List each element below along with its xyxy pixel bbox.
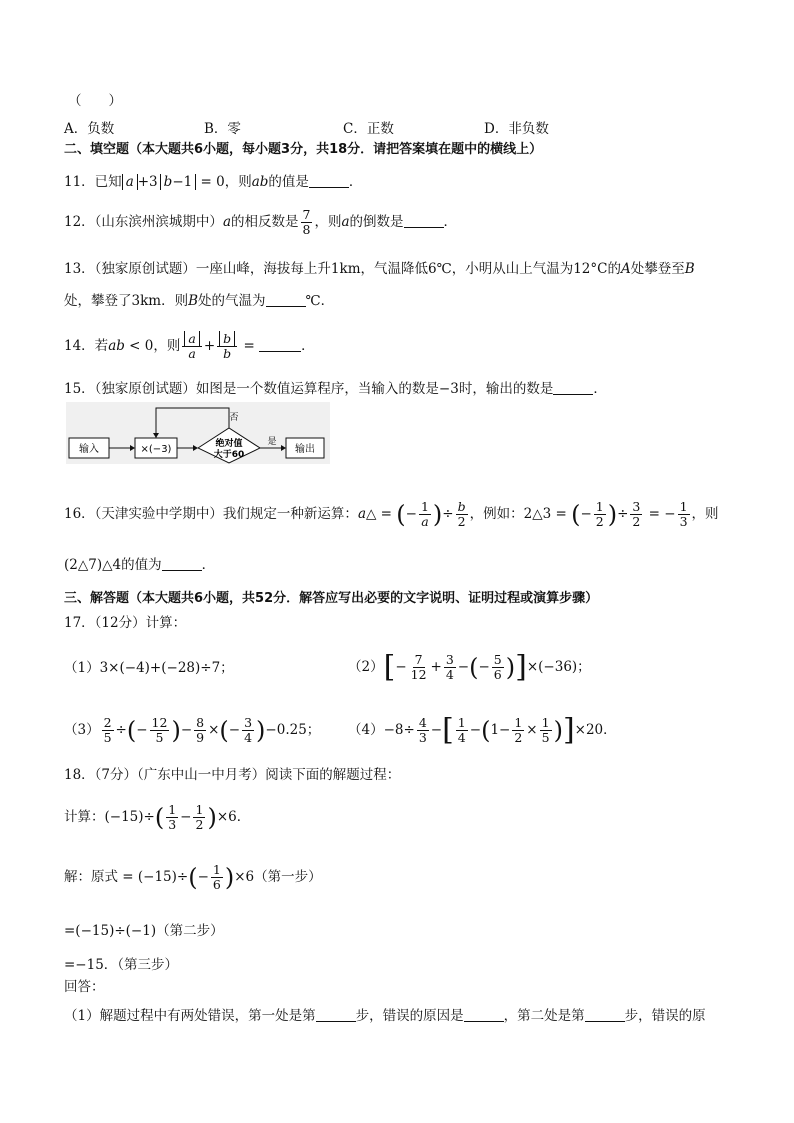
arrow-1-head bbox=[130, 445, 135, 451]
question-18-solution: 解：原式 = (−15)÷(− $\frac{1}{6}$ )×6（第一步） bbox=[64, 862, 322, 892]
question-11: 11．已知 a +3 b−1 = 0，则ab的值是 ． bbox=[64, 174, 363, 190]
question-18-q1: （1）解题过程中有两处错误，第一处是第 步，错误的原因是 ，第二处是第 步，错误的原 bbox=[64, 1008, 706, 1024]
question-17-part4: （4）−8÷ $\frac{4}{3}$ −[ $\frac{1}{4}$ −(1− $\frac{1}{2}$ × $\frac{1}{5}$ )]×20． bbox=[348, 712, 617, 748]
question-13-line1: 13．（独家原创试题）一座山峰，海拔每上升1km，气温降低6℃，小明从山上气温为12°C的A处攀登至B bbox=[64, 261, 695, 277]
question-17-part2: （2）[− $\frac{7}{12}$ + $\frac{3}{4}$ −(− $\frac{5}{6}$ )]×(−36)； bbox=[348, 649, 591, 685]
question-12: 12．（山东滨州滨城期中）a的相反数是 $\frac{7}{8}$ ，则a的倒数是 ． bbox=[64, 207, 458, 237]
arrow-no-head bbox=[153, 433, 159, 438]
flowchart bbox=[66, 402, 330, 464]
option-c: C．正数 bbox=[343, 121, 394, 137]
flow-yes-label: 是 bbox=[267, 437, 277, 447]
flow-input-label: 输入 bbox=[79, 444, 99, 455]
question-18-step3: =−15．（第三步） bbox=[64, 957, 179, 973]
flow-mult-label: ×(−3) bbox=[140, 444, 172, 455]
section3-heading: 三、解答题（本大题共6小题，共52分．解答应写出必要的文字说明、证明过程或演算步骤） bbox=[64, 591, 599, 606]
flow-cond-label-2: 大于60 bbox=[213, 450, 245, 460]
question-14: 14．若ab < 0，则 $\frac{a}{a}$ + $\frac{b}{b}$ = ． bbox=[64, 331, 315, 361]
arrow-yes-head bbox=[281, 445, 286, 451]
question-13-line2: 处，攀登了3km．则B处的气温为 ℃． bbox=[64, 293, 335, 309]
arrow-no bbox=[156, 408, 229, 438]
question-18-answer: 回答： bbox=[64, 979, 105, 995]
question-16: 16．（天津实验中学期中）我们规定一种新运算：a△ = (− $\frac{1}{a}$ )÷ $\frac{b}{2}$ ，例如：2△3 = (− $\frac{1}{2}$ )÷ $\frac{3}{2}$ = − $\frac{1}{3}$ ，则 bbox=[64, 499, 719, 529]
flow-no-label: 否 bbox=[229, 413, 239, 423]
question-18-step2: =(−15)÷(−1)（第二步） bbox=[64, 923, 224, 939]
question-15: 15．（独家原创试题）如图是一个数值运算程序，当输入的数是−3时，输出的数是 ． bbox=[64, 381, 607, 397]
option-d: D．非负数 bbox=[484, 121, 549, 137]
flow-cond-label-1: 绝对值 bbox=[215, 439, 243, 449]
option-b: B．零 bbox=[204, 121, 241, 137]
question-17-part1: （1）3×(−4)+(−28)÷7； bbox=[64, 660, 234, 676]
flowchart-svg bbox=[66, 402, 330, 464]
question-16-line2: (2△7)△4的值为 ． bbox=[64, 557, 216, 573]
section2-heading: 二、填空题（本大题共6小题，每小题3分，共18分．请把答案填在题中的横线上） bbox=[64, 142, 543, 157]
question-17-title: 17．（12分）计算： bbox=[64, 615, 187, 631]
question-18-calc: 计算：(−15)÷( $\frac{1}{3}$ − $\frac{1}{2}$ )×6． bbox=[64, 802, 251, 832]
answer-paren: （ ） bbox=[68, 93, 122, 109]
flow-output-label: 输出 bbox=[295, 444, 315, 455]
question-17-part3: （3） $\frac{2}{5}$ ÷(− $\frac{12}{5}$ )− $\frac{8}{9}$ ×(− $\frac{3}{4}$ )−0.25； bbox=[64, 715, 321, 745]
option-a: A．负数 bbox=[64, 121, 115, 137]
question-18-title: 18．（7分）（广东中山一中月考）阅读下面的解题过程： bbox=[64, 767, 401, 783]
